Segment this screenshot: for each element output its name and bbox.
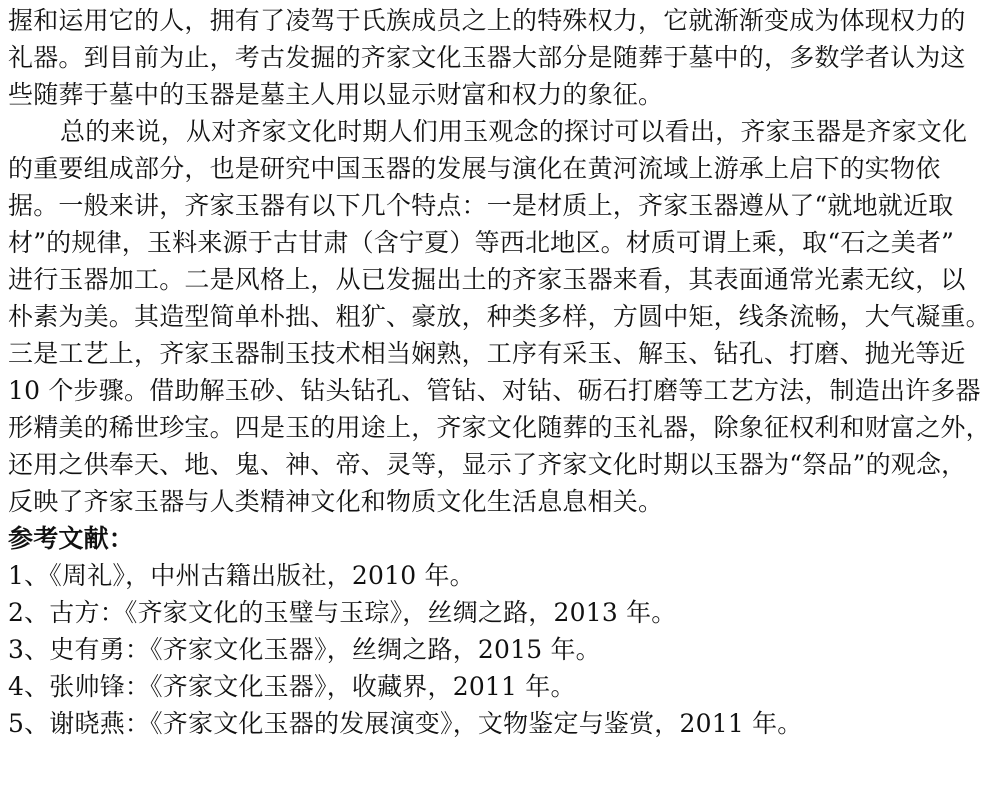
body-text-line: 还用之供奉天、地、鬼、神、帝、灵等，显示了齐家文化时期以玉器为“祭品”的观念， [8, 450, 967, 479]
body-text-line: 反映了齐家玉器与人类精神文化和物质文化生活息息相关。 [8, 487, 664, 516]
reference-item: 1、《周礼》，中州古籍出版社，2010 年。 [8, 561, 475, 590]
body-text-line: 礼器。到目前为止，考古发掘的齐家文化玉器大部分是随葬于墓中的，多数学者认为这 [8, 43, 966, 72]
references-heading: 参考文献： [8, 524, 135, 553]
reference-item: 4、张帅锋：《齐家文化玉器》，收藏界，2011 年。 [8, 672, 576, 701]
body-text-line: 的重要组成部分，也是研究中国玉器的发展与演化在黄河流域上游承上启下的实物依 [8, 154, 941, 183]
body-text-line: 进行玉器加工。二是风格上，从已发掘出土的齐家玉器来看，其表面通常光素无纹，以 [8, 265, 966, 294]
reference-item: 5、谢晓燕：《齐家文化玉器的发展演变》，文物鉴定与鉴赏，2011 年。 [8, 709, 803, 738]
reference-item: 2、古方：《齐家文化的玉璧与玉琮》，丝绸之路，2013 年。 [8, 598, 677, 627]
paragraph-first-line: 总的来说，从对齐家文化时期人们用玉观念的探讨可以看出，齐家玉器是齐家文化 [60, 117, 968, 146]
reference-item: 3、史有勇：《齐家文化玉器》，丝绸之路，2015 年。 [8, 635, 601, 664]
body-text-line: 10 个步骤。借助解玉砂、钻头钻孔、管钻、对钻、砺石打磨等工艺方法，制造出许多器 [8, 376, 981, 405]
body-text-line: 朴素为美。其造型简单朴拙、粗犷、豪放，种类多样，方圆中矩，线条流畅，大气凝重。 [8, 302, 991, 331]
body-text-line: 材”的规律，玉料来源于古甘肃（含宁夏）等西北地区。材质可谓上乘，取“石之美者” [8, 228, 955, 257]
body-text-line: 握和运用它的人，拥有了凌驾于氏族成员之上的特殊权力，它就渐渐变成为体现权力的 [8, 6, 966, 35]
body-text-line: 三是工艺上，齐家玉器制玉技术相当娴熟，工序有采玉、解玉、钻孔、打磨、抛光等近 [8, 339, 966, 368]
body-text-line: 形精美的稀世珍宝。四是玉的用途上，齐家文化随葬的玉礼器，除象征权利和财富之外， [8, 413, 991, 442]
body-text-line: 些随葬于墓中的玉器是墓主人用以显示财富和权力的象征。 [8, 80, 664, 109]
body-text-line: 据。一般来讲，齐家玉器有以下几个特点：一是材质上，齐家玉器遵从了“就地就近取 [8, 191, 954, 220]
